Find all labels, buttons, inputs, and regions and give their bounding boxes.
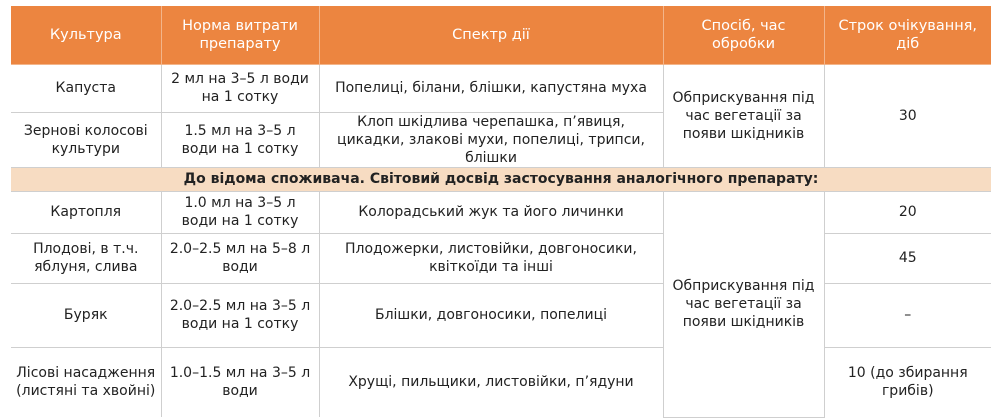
- spectrum-cell: Клоп шкідлива черепашка, п’явиця, цикадки, злакові мухи, попелиці, трипси, блішки: [319, 112, 663, 167]
- crop-cell: Капуста: [11, 64, 161, 112]
- header-spectrum: Спектр дії: [319, 6, 663, 64]
- rate-cell: 1.5 мл на 3–5 л води на 1 сотку: [161, 112, 319, 167]
- table-row: [11, 283, 991, 347]
- waiting-cell: 30: [824, 64, 991, 167]
- consumer-notice: До відома споживача. Світовий досвід застосування аналогічного препарату:: [11, 167, 991, 191]
- rate-cell: 2.0–2.5 мл на 3–5 л води на 1 сотку: [161, 283, 319, 347]
- waiting-cell: 20: [824, 191, 991, 233]
- spectrum-cell: Блішки, довгоносики, попелиці: [319, 283, 663, 347]
- header-row: [11, 6, 991, 64]
- notice-row: [11, 167, 991, 191]
- spectrum-cell: Попелиці, білани, блішки, капустяна муха: [319, 64, 663, 112]
- method-cell: Обприскування під час вегетації за появи шкідників: [663, 64, 824, 167]
- crop-cell: Зернові колосові культури: [11, 112, 161, 167]
- rate-cell: 2.0–2.5 мл на 5–8 л води: [161, 233, 319, 283]
- method-cell: Обприскування під час вегетації за появи шкідників: [663, 191, 824, 417]
- waiting-cell: –: [824, 283, 991, 347]
- crop-cell: Плодові, в т.ч. яблуня, слива: [11, 233, 161, 283]
- header-waiting: Строк очікування, діб: [824, 6, 991, 64]
- rate-cell: 1.0–1.5 мл на 3–5 л води: [161, 347, 319, 417]
- rate-cell: 1.0 мл на 3–5 л води на 1 сотку: [161, 191, 319, 233]
- spectrum-cell: Хрущі, пильщики, листовійки, п’ядуни: [319, 347, 663, 417]
- crop-cell: Буряк: [11, 283, 161, 347]
- rate-cell: 2 мл на 3–5 л води на 1 сотку: [161, 64, 319, 112]
- table-row: [11, 64, 991, 112]
- spectrum-cell: Плодожерки, листовійки, довгоносики, квіткоїди та інші: [319, 233, 663, 283]
- waiting-cell: 45: [824, 233, 991, 283]
- spectrum-cell: Колорадський жук та його личинки: [319, 191, 663, 233]
- table-row: [11, 347, 991, 417]
- crop-cell: Картопля: [11, 191, 161, 233]
- usage-table: [11, 6, 991, 418]
- waiting-cell: 10 (до збирання грибів): [824, 347, 991, 417]
- table-row: [11, 191, 991, 233]
- header-rate: Норма витрати препарату: [161, 6, 319, 64]
- header-method: Спосіб, час обробки: [663, 6, 824, 64]
- crop-cell: Лісові насадження (листяні та хвойні): [11, 347, 161, 417]
- header-crop: Культура: [11, 6, 161, 64]
- table-row: [11, 233, 991, 283]
